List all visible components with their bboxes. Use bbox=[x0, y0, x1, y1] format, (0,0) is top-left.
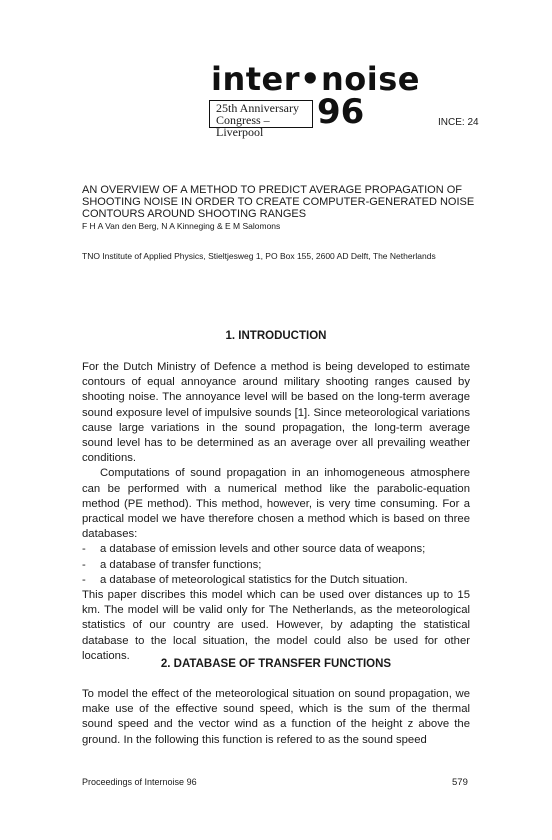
logo-box-line1: 25th Anniversary bbox=[216, 101, 299, 115]
database-list bbox=[82, 542, 470, 588]
paper-code: INCE: 24 bbox=[438, 117, 479, 128]
paper-title: AN OVERVIEW OF A METHOD TO PREDICT AVERAGE PROPAGATION OF SHOOTING NOISE IN ORDER TO CREATE COMPUTER-GENERATED NOISE CONTOURS AROUND SHOOTING RANGES bbox=[82, 184, 475, 220]
section-heading-introduction: 1. INTRODUCTION bbox=[225, 330, 327, 342]
footer-proceedings: Proceedings of Internoise 96 bbox=[82, 777, 197, 787]
logo-wordmark: inter•noise bbox=[211, 60, 420, 98]
section-body-introduction bbox=[82, 360, 470, 664]
section-heading-transfer-functions: 2. DATABASE OF TRANSFER FUNCTIONS bbox=[160, 658, 392, 670]
logo-year: 96 bbox=[317, 92, 365, 132]
internoise-logo bbox=[205, 60, 420, 139]
paragraph: Computations of sound propagation in an inhomogeneous atmosphere can be performed with a numerical method like the parabolic-equation method (PE method). This method, however, is very time consuming. For a practical model we have therefore chosen a method which is based on three databases: bbox=[82, 467, 470, 541]
page-number: 579 bbox=[452, 777, 468, 788]
logo-anniversary-box bbox=[209, 100, 313, 139]
logo-box-line2: Congress – Liverpool bbox=[216, 113, 270, 139]
authors: F H A Van den Berg, N A Kinneging & E M Salomons bbox=[82, 221, 281, 231]
paragraph: To model the effect of the meteorological situation on sound propagation, we make use of the effective sound speed, which is the sum of the thermal sound speed and the vector wind as a function of the height z above the ground. In the following this function is refered to as the sound speed bbox=[82, 688, 470, 746]
list-item: - a database of emission levels and other source data of weapons; bbox=[82, 542, 470, 557]
paragraph: This paper discribes this model which can be used over distances up to 15 km. The model will be valid only for The Netherlands, as the meteorological statistics of our country are used. However, by adapting the statistical database to the local situation, the model could also be used for other locations. bbox=[82, 589, 470, 662]
list-item: - a database of meteorological statistics for the Dutch situation. bbox=[82, 573, 470, 588]
section-body-transfer-functions bbox=[82, 687, 470, 748]
paragraph: For the Dutch Ministry of Defence a method is being developed to estimate contours of equal annoyance around military shooting ranges caused by shooting noise. The annoyance level will be based on the long-term average sound exposure level of impulsive sounds [1]. Since meteorological variations cause large variations in the sound propagation, the long-term average sound level has to be determined as an average over all prevailing weather conditions. bbox=[82, 361, 470, 465]
affiliation: TNO Institute of Applied Physics, Stieltjesweg 1, PO Box 155, 2600 AD Delft, The Netherlands bbox=[82, 251, 436, 261]
list-item: - a database of transfer functions; bbox=[82, 558, 470, 573]
